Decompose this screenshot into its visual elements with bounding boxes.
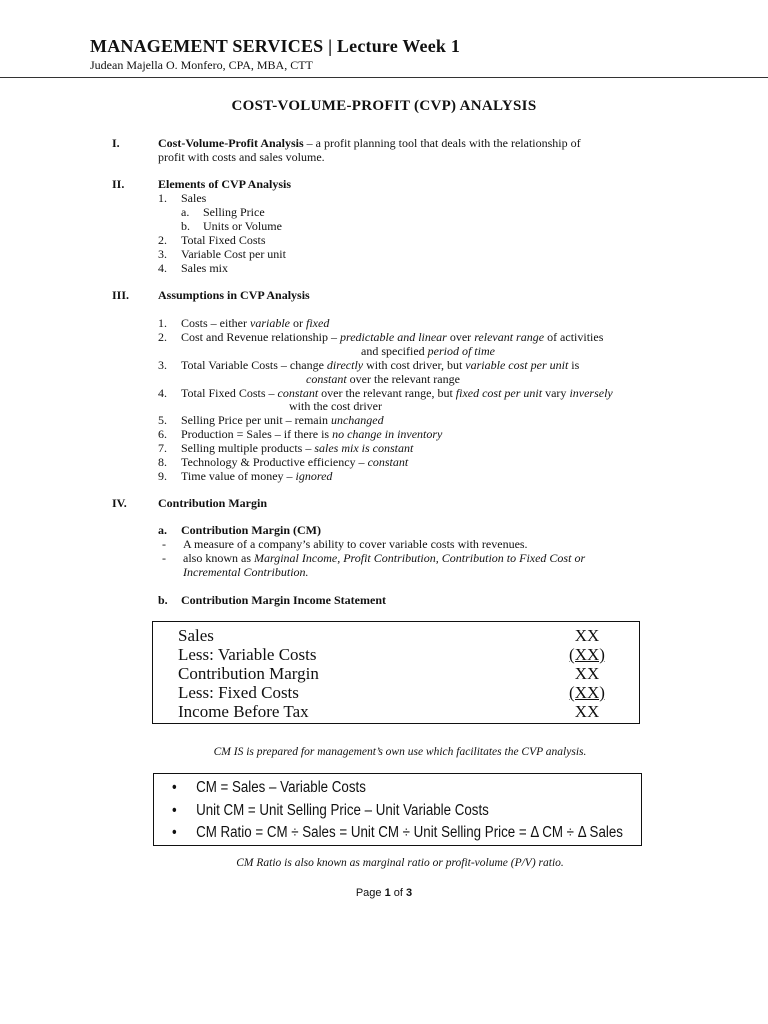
list-item-letter: b. [181,219,190,233]
list-item-number: 4. [158,386,167,400]
assumption-6: Production = Sales – if there is no change in inventory [181,427,443,441]
cm-row-value: (XX) [569,683,605,702]
formula-text: CM Ratio = CM ÷ Sales = Unit CM ÷ Unit Selling Price = Δ CM ÷ Δ Sales [196,824,623,841]
cm-income-statement-box [152,621,640,724]
list-item-number: 1. [158,191,167,205]
section-1-def-line2: profit with costs and sales volume. [158,150,325,164]
cm-aliases: also known as Marginal Income, Profit Contribution, Contribution to Fixed Cost or [183,551,586,565]
cm-aliases-continued: Incremental Contribution. [183,565,309,579]
assumption-7: Selling multiple products – sales mix is constant [181,441,414,455]
subsection-b-title: Contribution Margin Income Statement [181,593,386,607]
cm-row-label: Contribution Margin [178,664,319,683]
cm-statement-row [178,664,613,683]
list-item-number: 3. [158,358,167,372]
cm-row-value: (XX) [569,645,605,664]
cm-statement-row [178,645,613,664]
assumption-5: Selling Price per unit – remain unchanged [181,413,384,427]
cm-ratio-note: CM Ratio is also known as marginal ratio or profit-volume (P/V) ratio. [236,857,564,869]
subsection-a-title: Contribution Margin (CM) [181,523,321,537]
cm-statement-row [178,626,613,645]
list-item-text: Total Fixed Costs [181,233,266,247]
assumption-1: Costs – either variable or fixed [181,316,330,330]
cm-row-label: Less: Fixed Costs [178,683,299,702]
section-3-number: III. [112,288,130,302]
cm-row-label: Sales [178,626,214,645]
list-item-number: 2. [158,330,167,344]
list-item-text: Units or Volume [203,219,282,233]
cm-formulas-box [153,773,642,846]
assumption-2-continued: and specified period of time [361,344,495,358]
formula-item [172,779,366,797]
cm-row-value: XX [574,626,600,645]
assumption-2: Cost and Revenue relationship – predictable and linear over relevant range of activities [181,330,604,344]
list-item-number: 3. [158,247,167,261]
section-2-heading: Elements of CVP Analysis [158,177,292,191]
assumption-9: Time value of money – ignored [181,469,333,483]
formula-text: CM = Sales – Variable Costs [196,779,366,796]
cm-row-value: XX [574,664,600,683]
cm-definition: A measure of a company’s ability to cover variable costs with revenues. [183,537,528,551]
bullet-dash: - [162,537,166,551]
header-author: Judean Majella O. Monfero, CPA, MBA, CTT [90,58,313,72]
list-item-number: 7. [158,441,167,455]
assumption-8: Technology & Productive efficiency – constant [181,455,409,469]
bullet-icon: • [172,779,177,796]
list-item-text: Selling Price [203,205,265,219]
section-1-number: I. [112,136,120,150]
cm-row-label: Less: Variable Costs [178,645,317,664]
cm-statement-row [178,683,613,702]
assumption-3: Total Variable Costs – change directly with cost driver, but variable cost per unit is [181,358,580,372]
header-title: MANAGEMENT SERVICES | Lecture Week 1 [90,36,461,56]
section-1-definition [158,136,581,150]
bullet-icon: • [172,824,177,841]
assumption-3-continued: constant over the relevant range [306,372,460,386]
list-item-text: Sales mix [181,261,228,275]
section-3-heading: Assumptions in CVP Analysis [158,288,310,302]
bullet-icon: • [172,802,177,819]
assumption-4-continued: with the cost driver [289,399,382,413]
list-item-number: 1. [158,316,167,330]
list-item-text: Sales [181,191,207,205]
bullet-dash: - [162,551,166,565]
formula-item [172,802,489,820]
section-1-def-line1: – a profit planning tool that deals with the relationship of [303,136,581,150]
section-2-number: II. [112,177,125,191]
list-item-number: 8. [158,455,167,469]
cm-row-value: XX [574,702,600,721]
section-4-number: IV. [112,496,127,510]
list-item-text: Variable Cost per unit [181,247,286,261]
list-item-letter: a. [181,205,190,219]
list-item-number: 9. [158,469,167,483]
cm-row-label: Income Before Tax [178,702,309,721]
subsection-b-letter: b. [158,593,168,607]
document-title: COST-VOLUME-PROFIT (CVP) ANALYSIS [231,98,537,114]
section-1-term: Cost-Volume-Profit Analysis [158,136,304,150]
cm-statement-row [178,702,613,721]
section-4-heading: Contribution Margin [158,496,268,510]
list-item-number: 2. [158,233,167,247]
cm-statement-note: CM IS is prepared for management’s own use which facilitates the CVP analysis. [213,746,587,758]
formula-item [172,824,623,842]
list-item-number: 5. [158,413,167,427]
list-item-number: 6. [158,427,167,441]
formula-text: Unit CM = Unit Selling Price – Unit Variable Costs [196,802,489,819]
header-divider [0,77,768,78]
assumption-4: Total Fixed Costs – constant over the relevant range, but fixed cost per unit vary inversely [181,386,613,400]
list-item-number: 4. [158,261,167,275]
subsection-a-letter: a. [158,523,167,537]
page-number: Page 1 of 3 [355,887,413,899]
